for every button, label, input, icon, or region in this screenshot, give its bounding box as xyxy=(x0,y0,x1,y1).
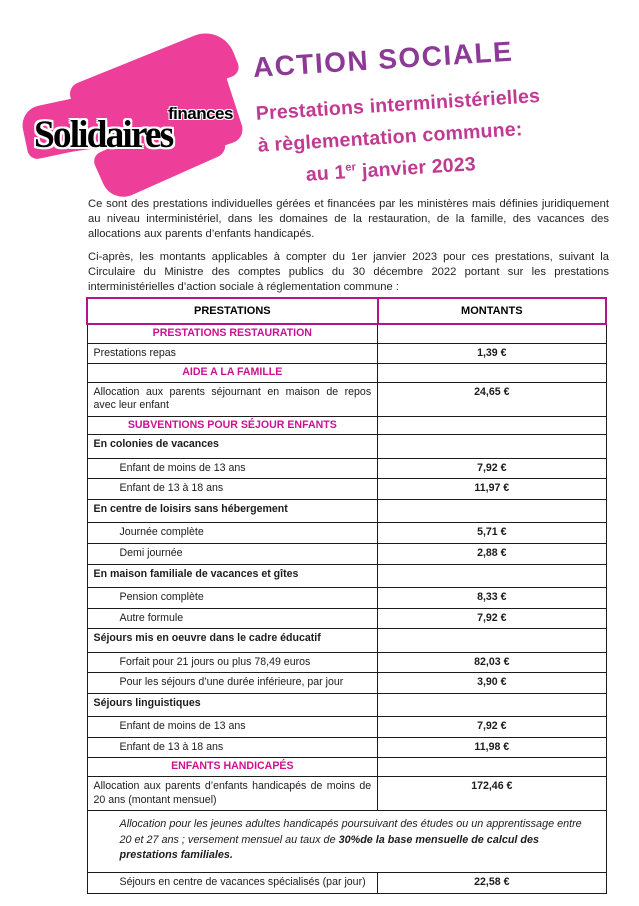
montant-cell: 11,97 € xyxy=(378,479,606,500)
montant-cell: 7,92 € xyxy=(378,608,606,629)
table-row xyxy=(87,544,606,565)
montant-cell: 82,03 € xyxy=(378,652,606,673)
prestation-label-cell: Pour les séjours d’une durée inférieure, par jour xyxy=(87,673,378,694)
montant-cell: 22,58 € xyxy=(378,873,606,894)
prestation-label-cell: Allocation aux parents d’enfants handicapés de moins de 20 ans (montant mensuel) xyxy=(87,777,378,811)
prestation-label-cell: AIDE A LA FAMILLE xyxy=(87,364,378,383)
table-row xyxy=(87,416,606,435)
table-row xyxy=(87,458,606,479)
subtitle-line-1: Prestations interministérielles xyxy=(255,85,541,125)
prestation-label-cell: Forfait pour 21 jours ou plus 78,49 euros xyxy=(87,652,378,673)
table-row xyxy=(87,479,606,500)
montant-cell xyxy=(378,499,606,523)
column-header-prestations: PRESTATIONS xyxy=(87,298,378,324)
subtitle-line-2: à règlementation commune: xyxy=(257,118,524,157)
prestation-label-cell: Prestations repas xyxy=(87,343,378,364)
montant-cell: 1,39 € xyxy=(378,343,606,364)
montant-cell: 5,71 € xyxy=(378,523,606,544)
prestation-label-cell: SUBVENTIONS POUR SÉJOUR ENFANTS xyxy=(87,416,378,435)
prestations-table xyxy=(86,297,607,894)
montant-cell xyxy=(378,693,606,717)
table-row xyxy=(87,382,606,416)
prestation-label-cell: Séjours mis en oeuvre dans le cadre éducatif xyxy=(87,629,378,653)
table-row xyxy=(87,758,606,777)
montant-cell: 11,98 € xyxy=(378,737,606,758)
montant-cell: 8,33 € xyxy=(378,588,606,609)
prestation-label-cell: En colonies de vacances xyxy=(87,435,378,459)
intro-text xyxy=(88,197,609,303)
montant-cell xyxy=(378,629,606,653)
montant-cell: 3,90 € xyxy=(378,673,606,694)
logo-finances-text: finances xyxy=(168,104,233,123)
table-header-row xyxy=(87,298,606,324)
table-row xyxy=(87,523,606,544)
montant-cell: 24,65 € xyxy=(378,382,606,416)
prestation-label-cell: Demi journée xyxy=(87,544,378,565)
prestation-label-cell: Séjours linguistiques xyxy=(87,693,378,717)
date-superscript: er xyxy=(344,161,357,175)
prestation-label-cell: Allocation aux parents séjournant en maison de repos avec leur enfant xyxy=(87,382,378,416)
montant-cell xyxy=(378,324,606,343)
table-row xyxy=(87,693,606,717)
montant-cell xyxy=(378,416,606,435)
montant-cell: 7,92 € xyxy=(378,717,606,738)
date-suffix: janvier 2023 xyxy=(355,153,477,184)
prestation-label-cell: Journée complète xyxy=(87,523,378,544)
prestation-label-cell: Enfant de moins de 13 ans xyxy=(87,717,378,738)
table-row xyxy=(87,811,606,873)
prestation-label-cell: En maison familiale de vacances et gîtes xyxy=(87,564,378,588)
table-row xyxy=(87,608,606,629)
montant-cell xyxy=(378,435,606,459)
montant-cell: 7,92 € xyxy=(378,458,606,479)
montant-cell: 2,88 € xyxy=(378,544,606,565)
note-cell xyxy=(87,811,606,873)
prestation-label-cell: Enfant de moins de 13 ans xyxy=(87,458,378,479)
montant-cell xyxy=(378,364,606,383)
table-row xyxy=(87,364,606,383)
prestation-label-cell: ENFANTS HANDICAPÉS xyxy=(87,758,378,777)
prestation-label-cell: PRESTATIONS RESTAURATION xyxy=(87,324,378,343)
prestation-label-cell: Enfant de 13 à 18 ans xyxy=(87,479,378,500)
intro-paragraph-2: Ci-après, les montants applicables à compter du 1er janvier 2023 pour ces prestations, suivant la Circulaire du Ministre des comptes publics du 30 décembre 2022 portant sur les prestations interministérielles d’action sociale à réglementation commune : xyxy=(88,251,609,293)
note-text: Allocation pour les jeunes adultes handicapés poursuivant des études ou un apprentissage entre 20 et 27 ans ; versement mensuel au taux de xyxy=(119,818,582,846)
table-row xyxy=(87,629,606,653)
column-header-montants: MONTANTS xyxy=(378,298,606,324)
prestation-label-cell: Autre formule xyxy=(87,608,378,629)
table-row xyxy=(87,673,606,694)
prestations-table-body xyxy=(87,324,606,893)
montant-cell: 172,46 € xyxy=(378,777,606,811)
table-row xyxy=(87,652,606,673)
page-subtitle xyxy=(255,75,632,195)
table-row xyxy=(87,343,606,364)
solidaires-finances-logo xyxy=(8,36,246,186)
montant-cell xyxy=(378,564,606,588)
table-row xyxy=(87,737,606,758)
montant-cell xyxy=(378,758,606,777)
logo-solidaires-text: Solidaires xyxy=(34,113,173,156)
title-block xyxy=(252,29,632,195)
prestation-label-cell: Enfant de 13 à 18 ans xyxy=(87,737,378,758)
table-row xyxy=(87,777,606,811)
intro-paragraph-1: Ce sont des prestations individuelles gérées et financées par les ministères mais définies juridiquement au niveau interministériel, dans les domaines de la restauration, de la famille, des vacances des allocations aux parents d’enfants handicapés. xyxy=(88,198,609,240)
table-row xyxy=(87,324,606,343)
date-prefix: au 1 xyxy=(305,161,347,187)
table-row xyxy=(87,564,606,588)
note-text-bold: 30%de la base mensuelle de calcul des prestations familiales. xyxy=(119,833,540,862)
prestation-label-cell: En centre de loisirs sans hébergement xyxy=(87,499,378,523)
prestation-label-cell: Pension complète xyxy=(87,588,378,609)
prestation-label-cell: Séjours en centre de vacances spécialisés (par jour) xyxy=(87,873,378,894)
table-row xyxy=(87,717,606,738)
table-row xyxy=(87,499,606,523)
table-row xyxy=(87,873,606,894)
table-row xyxy=(87,435,606,459)
page-title: ACTION SOCIALE xyxy=(252,35,514,83)
table-row xyxy=(87,588,606,609)
